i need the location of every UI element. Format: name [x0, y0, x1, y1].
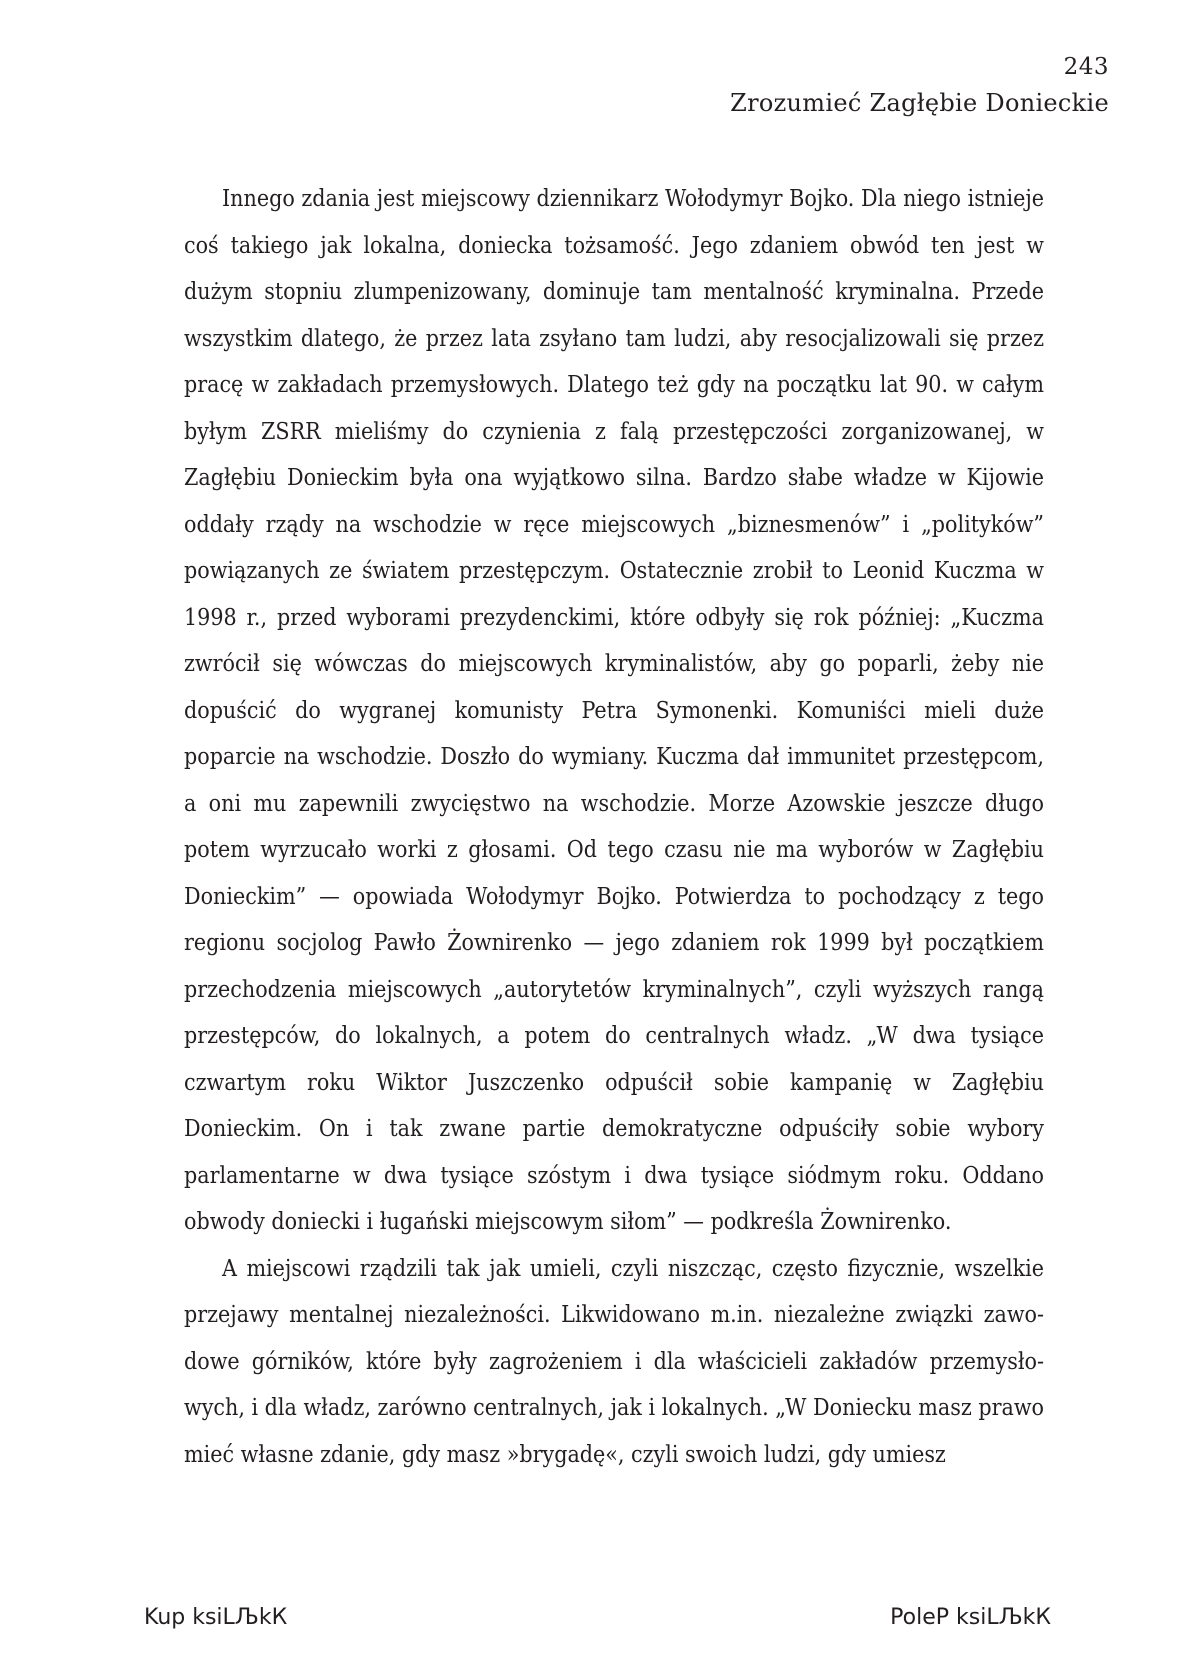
main-text	[184, 176, 1044, 1478]
running-header-title: Zrozumieć Zagłębie Donieckie	[730, 89, 1109, 117]
buy-book-link[interactable]: Kup ksiLЉkК	[144, 1605, 288, 1630]
paragraph-1: Innego zdania jest miejscowy dziennikarz Wołodymyr Bojko. Dla niego istnieje coś takiego jak lokalna, doniecka tożsamość. Jego zdaniem obwód ten jest w dużym stopniu zlumpenizowany, dominuje tam mentalność kryminalna. Przede wszystkim dlatego, że przez lata zsyłano tam ludzi, aby resocjalizowali się przez pracę w zakładach przemysłowych. Dlatego też gdy na początku lat 90. w całym byłym ZSRR mieliśmy do czynienia z falą przestępczości zorganizowanej, w Zagłębiu Donieckim była ona wyjątkowo silna. Bardzo słabe władze w Kijowie oddały rządy na wschodzie w ręce miejscowych „biznesmenów” i „polityków” powiązanych ze światem przestępczym. Ostatecznie zrobił to Leonid Kuczma w 1998 r., przed wyborami prezydenckimi, które odbyły się rok później: „Kuczma zwrócił się wówczas do miejscowych kryminalistów, aby go poparli, żeby nie dopuścić do wygranej komunisty Petra Symonenki. Komuniści mieli duże poparcie na wschodzie. Doszło do wymiany. Kuczma dał immunitet przestępcom, a oni mu zapewnili zwycięstwo na wschodzie. Morze Azowskie jeszcze długo potem wyrzucało worki z głosami. Od tego czasu nie ma wyborów w Zagłębiu Donieckim” — opowiada Wołodymyr Bojko. Potwierdza to pochodzący z tego regionu socjolog Pawło Żownirenko — jego zdaniem rok 1999 był początkiem przechodzenia miejscowych „autorytetów kryminalnych”, czyli wyższych rangą przestępców, do lokalnych, a potem do centralnych władz. „W dwa tysiące czwartym roku Wiktor Juszczenko odpuścił sobie kampanię w Zagłębiu Donieckim. On i tak zwane partie demokratyczne odpuściły sobie wybory parlamentarne w dwa tysiące szóstym i dwa tysiące siódmym roku. Oddano obwody doniecki i ługański miejscowym siłom” — podkreśla Żownirenko.	[184, 186, 1044, 1235]
recommend-book-link[interactable]: PoleP ksiLЉkК	[890, 1605, 1051, 1630]
page-number: 243	[1063, 54, 1109, 80]
paragraph-2: A miejscowi rządzili tak jak umieli, czyli niszcząc, często fizycznie, wszelkie przejawy mentalnej niezależności. Likwidowano m.in. niezależne związki zawodowe górników, które były zagrożeniem i dla właścicieli zakładów przemysłowych, i dla władz, zarówno centralnych, jak i lokalnych. „W Doniecku masz prawo mieć własne zdanie, gdy masz »brygadę«, czyli swoich ludzi, gdy umiesz	[184, 1255, 1044, 1468]
